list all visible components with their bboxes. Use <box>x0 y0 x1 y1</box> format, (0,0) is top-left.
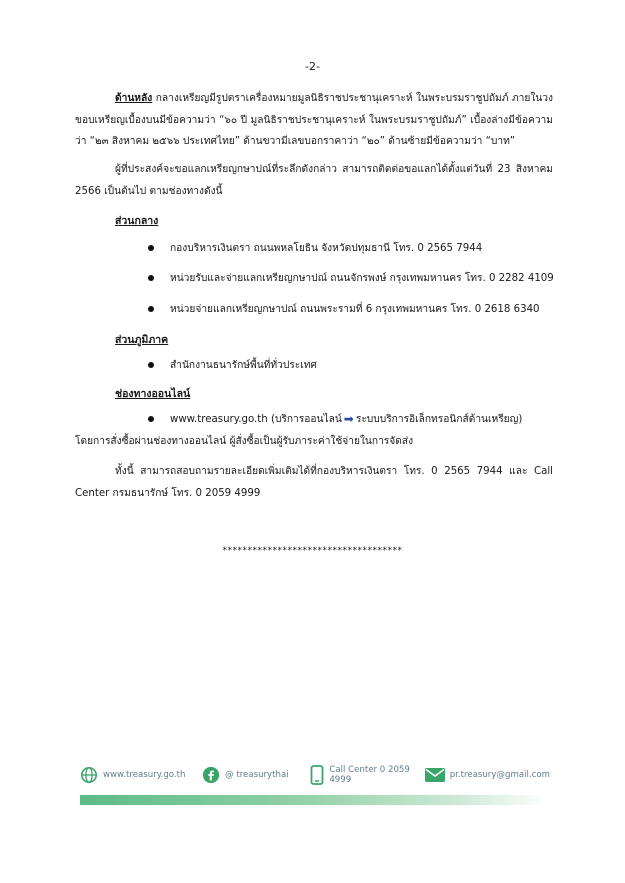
page-number: -2- <box>305 60 320 73</box>
call-center-text: Call Center 0 2059 4999 <box>329 765 410 785</box>
mail-icon <box>425 768 445 782</box>
reverse-label: ด้านหลัง <box>115 93 153 104</box>
bullet-icon <box>148 416 154 422</box>
bullet-icon <box>148 306 154 312</box>
website-text: www.treasury.go.th <box>103 770 186 780</box>
central-item-text: กองบริหารเงินตรา ถนนพหลโยธิน จังหวัดปทุมธานี โทร. 0 2565 7944 <box>170 243 483 254</box>
bullet-icon <box>148 275 154 281</box>
facebook-icon <box>202 766 220 784</box>
central-heading: ส่วนกลาง <box>115 215 159 227</box>
central-item-3 <box>148 301 540 317</box>
central-item-2 <box>148 270 554 286</box>
online-text-b: ระบบบริการอิเล็กทรอนิกส์ด้านเหรียญ) <box>355 414 523 425</box>
facebook-text: @ treasurythai <box>225 770 289 780</box>
central-item-text: หน่วยรับและจ่ายแลกเหรียญกษาปณ์ ถนนจักรพงษ์ กรุงเทพมหานคร โทร. 0 2282 4109 <box>170 273 554 284</box>
footer-gradient-band <box>80 795 550 805</box>
central-item-text: หน่วยจ่ายแลกเหรียญกษาปณ์ ถนนพระรามที่ 6 กรุงเทพมหานคร โทร. 0 2618 6340 <box>170 304 540 315</box>
exchange-intro: ผู้ที่ประสงค์จะขอแลกเหรียญกษาปณ์ที่ระลึกดังกล่าว สามารถติดต่อขอแลกได้ตั้งแต่วันที่ 23 สิงหาคม 2566 เป็นต้นไป ตามช่องทางดังนี้ <box>75 164 553 197</box>
footer-call-center[interactable] <box>310 765 418 785</box>
globe-icon <box>80 766 98 784</box>
email-text: pr.treasury@gmail.com <box>449 770 550 780</box>
regional-item-text: สำนักงานธนารักษ์พื้นที่ทั่วประเทศ <box>170 360 317 371</box>
online-note: โดยการสั่งซื้อผ่านช่องทางออนไลน์ ผู้สั่งซื้อเป็นผู้รับภาระค่าใช้จ่ายในการจัดส่ง <box>75 436 414 447</box>
reverse-text: กลางเหรียญมีรูปตราเครื่องหมายมูลนิธิราชประชานุเคราะห์ ในพระบรมราชูปถัมภ์ ภายในวงขอบเหรียญเบื้องบนมีข้อความว่า “๖๐ ปี มูลนิธิราชประชานุเคราะห์ ในพระบรมราชูปถัมภ์” เบื้องล่างมีข้อความว่า “๒๓ สิงหาคม ๒๕๖๖ ประเทศไทย” ด้านขวามีเลขบอกราคาว่า “๒๐” ด้านซ้ายมีข้อความว่า “บาท” <box>75 93 553 147</box>
separator-stars: ************************************ <box>222 546 403 556</box>
central-item-1 <box>148 240 482 256</box>
footer-email[interactable] <box>425 768 550 782</box>
arrow-right-icon: ➡ <box>343 412 354 426</box>
phone-icon <box>310 765 324 785</box>
online-text-a: www.treasury.go.th (บริการออนไลน์ <box>170 414 342 425</box>
online-item-1 <box>148 411 522 427</box>
bullet-icon <box>148 362 154 368</box>
online-heading: ช่องทางออนไลน์ <box>115 388 191 400</box>
reverse-paragraph <box>75 88 553 153</box>
footer-bar <box>80 762 550 788</box>
regional-heading: ส่วนภูมิภาค <box>115 334 169 346</box>
footer-facebook[interactable] <box>202 766 310 784</box>
regional-item-1 <box>148 357 317 373</box>
bullet-icon <box>148 245 154 251</box>
footer-website[interactable] <box>80 766 186 784</box>
contact-paragraph: ทั้งนี้ สามารถสอบถามรายละเอียดเพิ่มเติมได้ที่กองบริหารเงินตรา โทร. 0 2565 7944 และ Call Center กรมธนารักษ์ โทร. 0 2059 4999 <box>75 466 553 499</box>
